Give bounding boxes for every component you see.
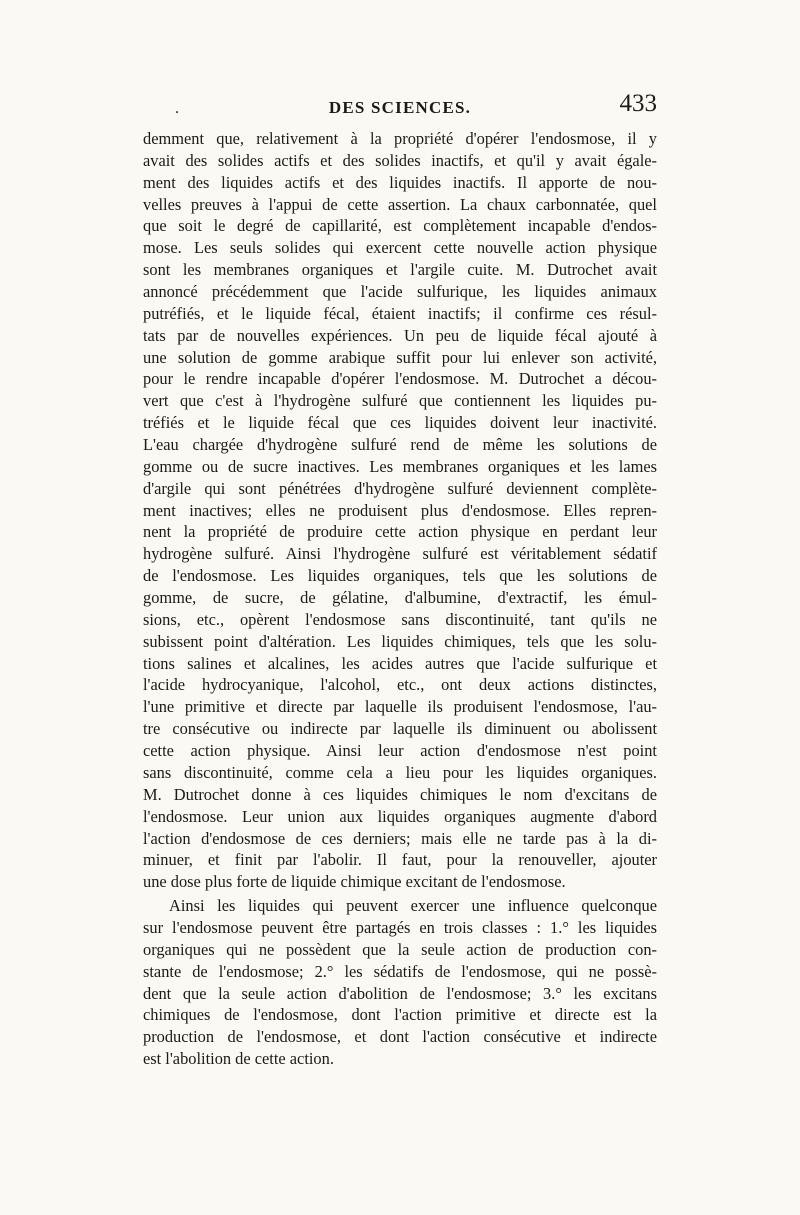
text-line: avait des solides actifs et des solides inactifs, et qu'il y avait égale- <box>143 150 657 170</box>
text-line: ment des liquides actifs et des liquides inactifs. Il apporte de nou- <box>143 172 657 192</box>
text-line: chimiques de l'endosmose, dont l'action primitive et directe est la <box>143 1005 657 1025</box>
running-head <box>143 90 657 128</box>
text-line: gomme, de sucre, de gélatine, d'albumine, d'extractif, les émul- <box>143 588 657 608</box>
text-line: de l'endosmose. Les liquides organiques, tels que les solutions de <box>143 566 657 586</box>
text-line: vert que c'est à l'hydrogène sulfuré que contiennent les liquides pu- <box>143 391 657 411</box>
text-line: M. Dutrochet donne à ces liquides chimiques le nom d'excitans de <box>143 784 657 804</box>
text-line: minuer, et finit par l'abolir. Il faut, pour la renouveller, ajouter <box>143 850 657 870</box>
text-line: annoncé précédemment que l'acide sulfurique, les liquides animaux <box>143 282 657 302</box>
running-head-dot: . <box>175 100 179 117</box>
text-line: demment que, relativement à la propriété d'opérer l'endosmose, il y <box>143 129 657 148</box>
text-line: production de l'endosmose, et dont l'action consécutive et indirecte <box>143 1027 657 1047</box>
text-line: tions salines et alcalines, les acides autres que l'acide sulfurique et <box>143 653 657 673</box>
body-text <box>143 128 657 1070</box>
paragraph-2 <box>143 895 657 1070</box>
text-line: organiques qui ne possèdent que la seule action de production con- <box>143 939 657 959</box>
text-line: dent que la seule action d'abolition de l'endosmose; 3.° les excitans <box>143 983 657 1003</box>
text-line: putréfiés, et le liquide fécal, étaient inactifs; il confirme ces résul- <box>143 303 657 323</box>
text-line: sur l'endosmose peuvent être partagés en trois classes : 1.° les liquides <box>143 917 657 937</box>
text-line: l'acide hydrocyanique, l'alcohol, etc., ont deux actions distinctes, <box>143 675 657 695</box>
text-line: une dose plus forte de liquide chimique excitant de l'endosmose. <box>143 872 566 892</box>
text-line: l'endosmose. Leur union aux liquides organiques augmente d'abord <box>143 806 657 826</box>
text-line: mose. Les seuls solides qui exercent cette nouvelle action physique <box>143 238 657 258</box>
text-line: d'argile qui sont pénétrées d'hydrogène sulfuré deviennent complète- <box>143 478 657 498</box>
text-line: tats par de nouvelles expériences. Un peu de liquide fécal ajouté à <box>143 325 657 345</box>
text-line: Ainsi les liquides qui peuvent exercer une influence quelconque <box>169 896 657 916</box>
text-line: l'action d'endosmose de ces derniers; mais elle ne tarde pas à la di- <box>143 828 657 848</box>
page-number: 433 <box>619 90 657 117</box>
paragraph-1 <box>143 128 657 893</box>
text-line: gomme ou de sucre inactives. Les membranes organiques et les lames <box>143 456 657 476</box>
text-line: ment inactives; elles ne produisent plus d'endosmose. Elles repren- <box>143 500 657 520</box>
text-line: cette action physique. Ainsi leur action d'endosmose n'est point <box>143 741 657 761</box>
text-line: une solution de gomme arabique suffit pour lui enlever son activité, <box>143 347 657 367</box>
text-line: stante de l'endosmose; 2.° les sédatifs de l'endosmose, qui ne possè- <box>143 961 657 981</box>
text-line: est l'abolition de cette action. <box>143 1049 334 1069</box>
text-line: L'eau chargée d'hydrogène sulfuré rend de même les solutions de <box>143 435 657 455</box>
text-line: subissent point d'altération. Les liquides chimiques, tels que les solu- <box>143 631 657 651</box>
text-line: nent la propriété de produire cette action physique en perdant leur <box>143 522 657 542</box>
text-line: tre consécutive ou indirecte par laquelle ils diminuent ou abolissent <box>143 719 657 739</box>
text-line: pour le rendre incapable d'opérer l'endosmose. M. Dutrochet a décou- <box>143 369 657 389</box>
text-line: l'une primitive et directe par laquelle ils produisent l'endosmose, l'au- <box>143 697 657 717</box>
text-line: hydrogène sulfuré. Ainsi l'hydrogène sulfuré est véritablement sédatif <box>143 544 657 564</box>
text-line: que soit le degré de capillarité, est complètement incapable d'endos- <box>143 216 657 236</box>
text-line: sions, etc., opèrent l'endosmose sans discontinuité, tant qu'ils ne <box>143 609 657 629</box>
text-line: velles preuves à l'appui de cette assertion. La chaux carbonnatée, quel <box>143 194 657 214</box>
running-head-title: DES SCIENCES. <box>328 98 472 117</box>
text-line: tréfiés et le liquide fécal que ces liquides doivent leur inactivité. <box>143 413 657 433</box>
text-line: sont les membranes organiques et l'argile cuite. M. Dutrochet avait <box>143 260 657 280</box>
text-line: sans discontinuité, comme cela a lieu pour les liquides organiques. <box>143 762 657 782</box>
